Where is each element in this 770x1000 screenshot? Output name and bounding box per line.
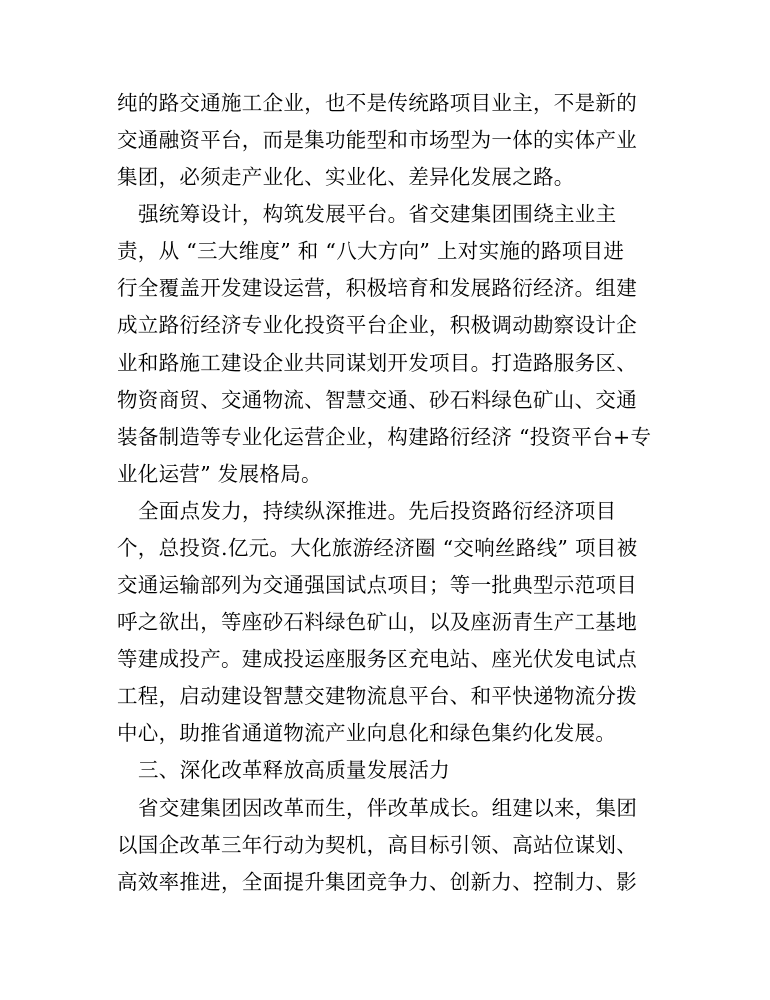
text-line: 业和路施工建设企业共同谋划开发项目。打造路服务区、: [117, 351, 637, 375]
text-line: 中心，助推省通道物流产业向息化和绿色集约化发展。: [117, 721, 617, 745]
section-heading: 三、深化改革释放高质量发展活力: [138, 758, 450, 782]
text-line: 物资商贸、交通物流、智慧交通、砂石料绿色矿山、交通: [117, 388, 637, 412]
text-line: 行全覆盖开发建设运营，积极培育和发展路衍经济。组建: [117, 276, 637, 300]
text-line: 集团，必须走产业化、实业化、差异化发展之路。: [117, 165, 575, 189]
text-line: 呼之欲出，等座砂石料绿色矿山，以及座沥青生产工基地: [117, 610, 637, 634]
text-line: 工程，启动建设智慧交建物流息平台、和平快递物流分拨: [117, 684, 637, 708]
text-line: 责，从 “三大维度” 和 “八大方向” 上对实施的路项目进: [117, 239, 625, 263]
text-line: 业化运营” 发展格局。: [117, 462, 322, 486]
text-line: 纯的路交通施工企业，也不是传统路项目业主，不是新的: [117, 91, 637, 115]
text-line: 成立路衍经济专业化投资平台企业，积极调动勘察设计企: [117, 313, 637, 337]
text-line: 个，总投资.亿元。大化旅游经济圈 “交响丝路线” 项目被: [117, 536, 638, 560]
text-line: 以国企改革三年行动为契机，高目标引领、高站位谋划、: [117, 833, 637, 857]
text-line: 装备制造等专业化运营企业，构建路衍经济 “投资平台+专: [117, 425, 652, 449]
text-line: 省交建集团因改革而生，伴改革成长。组建以来，集团: [138, 796, 638, 820]
text-line: 交通融资平台，而是集功能型和市场型为一体的实体产业: [117, 128, 637, 152]
text-line: 等建成投产。建成投运座服务区充电站、座光伏发电试点: [117, 647, 637, 671]
text-line: 交通运输部列为交通强国试点项目；等一批典型示范项目: [117, 573, 637, 597]
paragraph-heading: 全面点发力，持续纵深推进。先后投资路衍经济项目: [138, 499, 617, 523]
paragraph-heading: 强统筹设计，构筑发展平台。省交建集团围绕主业主: [138, 202, 617, 226]
text-line: 高效率推进，全面提升集团竞争力、创新力、控制力、影: [117, 870, 637, 894]
